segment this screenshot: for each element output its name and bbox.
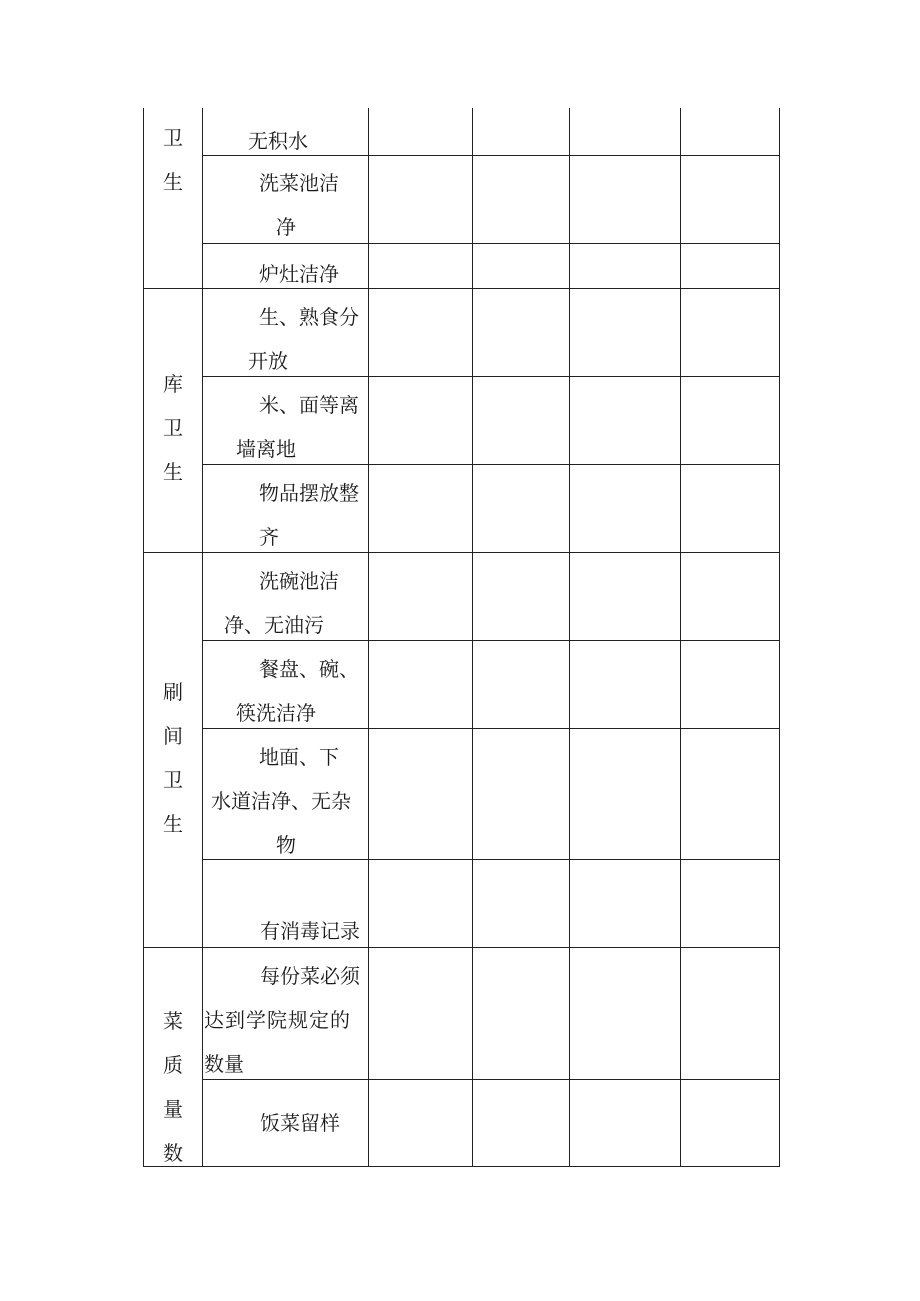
criterion-text: 餐盘、碗、 筷洗洁净: [236, 657, 359, 725]
table-right-border: [779, 108, 780, 1167]
category-label: 菜 质 量 数: [163, 1009, 183, 1165]
column-divider: [368, 108, 369, 1167]
criterion-text: 地面、下 水道洁净、无杂 物: [211, 745, 351, 857]
criterion-text: 无积水: [248, 129, 308, 153]
section-divider: [143, 552, 779, 553]
criterion-text: 有消毒记录: [260, 919, 360, 943]
criterion-text: 洗菜池洁 净: [259, 171, 339, 239]
criterion-text: 物品摆放整 齐: [259, 481, 359, 549]
column-divider: [569, 108, 570, 1167]
criterion-text: 洗碗池洁 净、无油污: [224, 569, 339, 637]
category-label: 刷 间 卫 生: [163, 680, 183, 836]
criterion-text: 炉灶洁净: [259, 262, 339, 286]
criterion-text: 每份菜必须 达到学院规定的 数量: [204, 964, 360, 1076]
criterion-text: 生、熟食分 开放: [248, 305, 359, 373]
section-divider: [143, 288, 779, 289]
table-bottom-border: [143, 1166, 780, 1167]
criterion-text: 米、面等离 墙离地: [236, 393, 359, 461]
column-divider: [680, 108, 681, 1167]
category-label: 卫 生: [163, 126, 183, 194]
column-divider: [472, 108, 473, 1167]
category-label: 库 卫 生: [163, 372, 183, 484]
section-divider: [143, 947, 779, 948]
column-divider: [202, 108, 203, 1167]
criterion-text: 饭菜留样: [260, 1111, 340, 1135]
